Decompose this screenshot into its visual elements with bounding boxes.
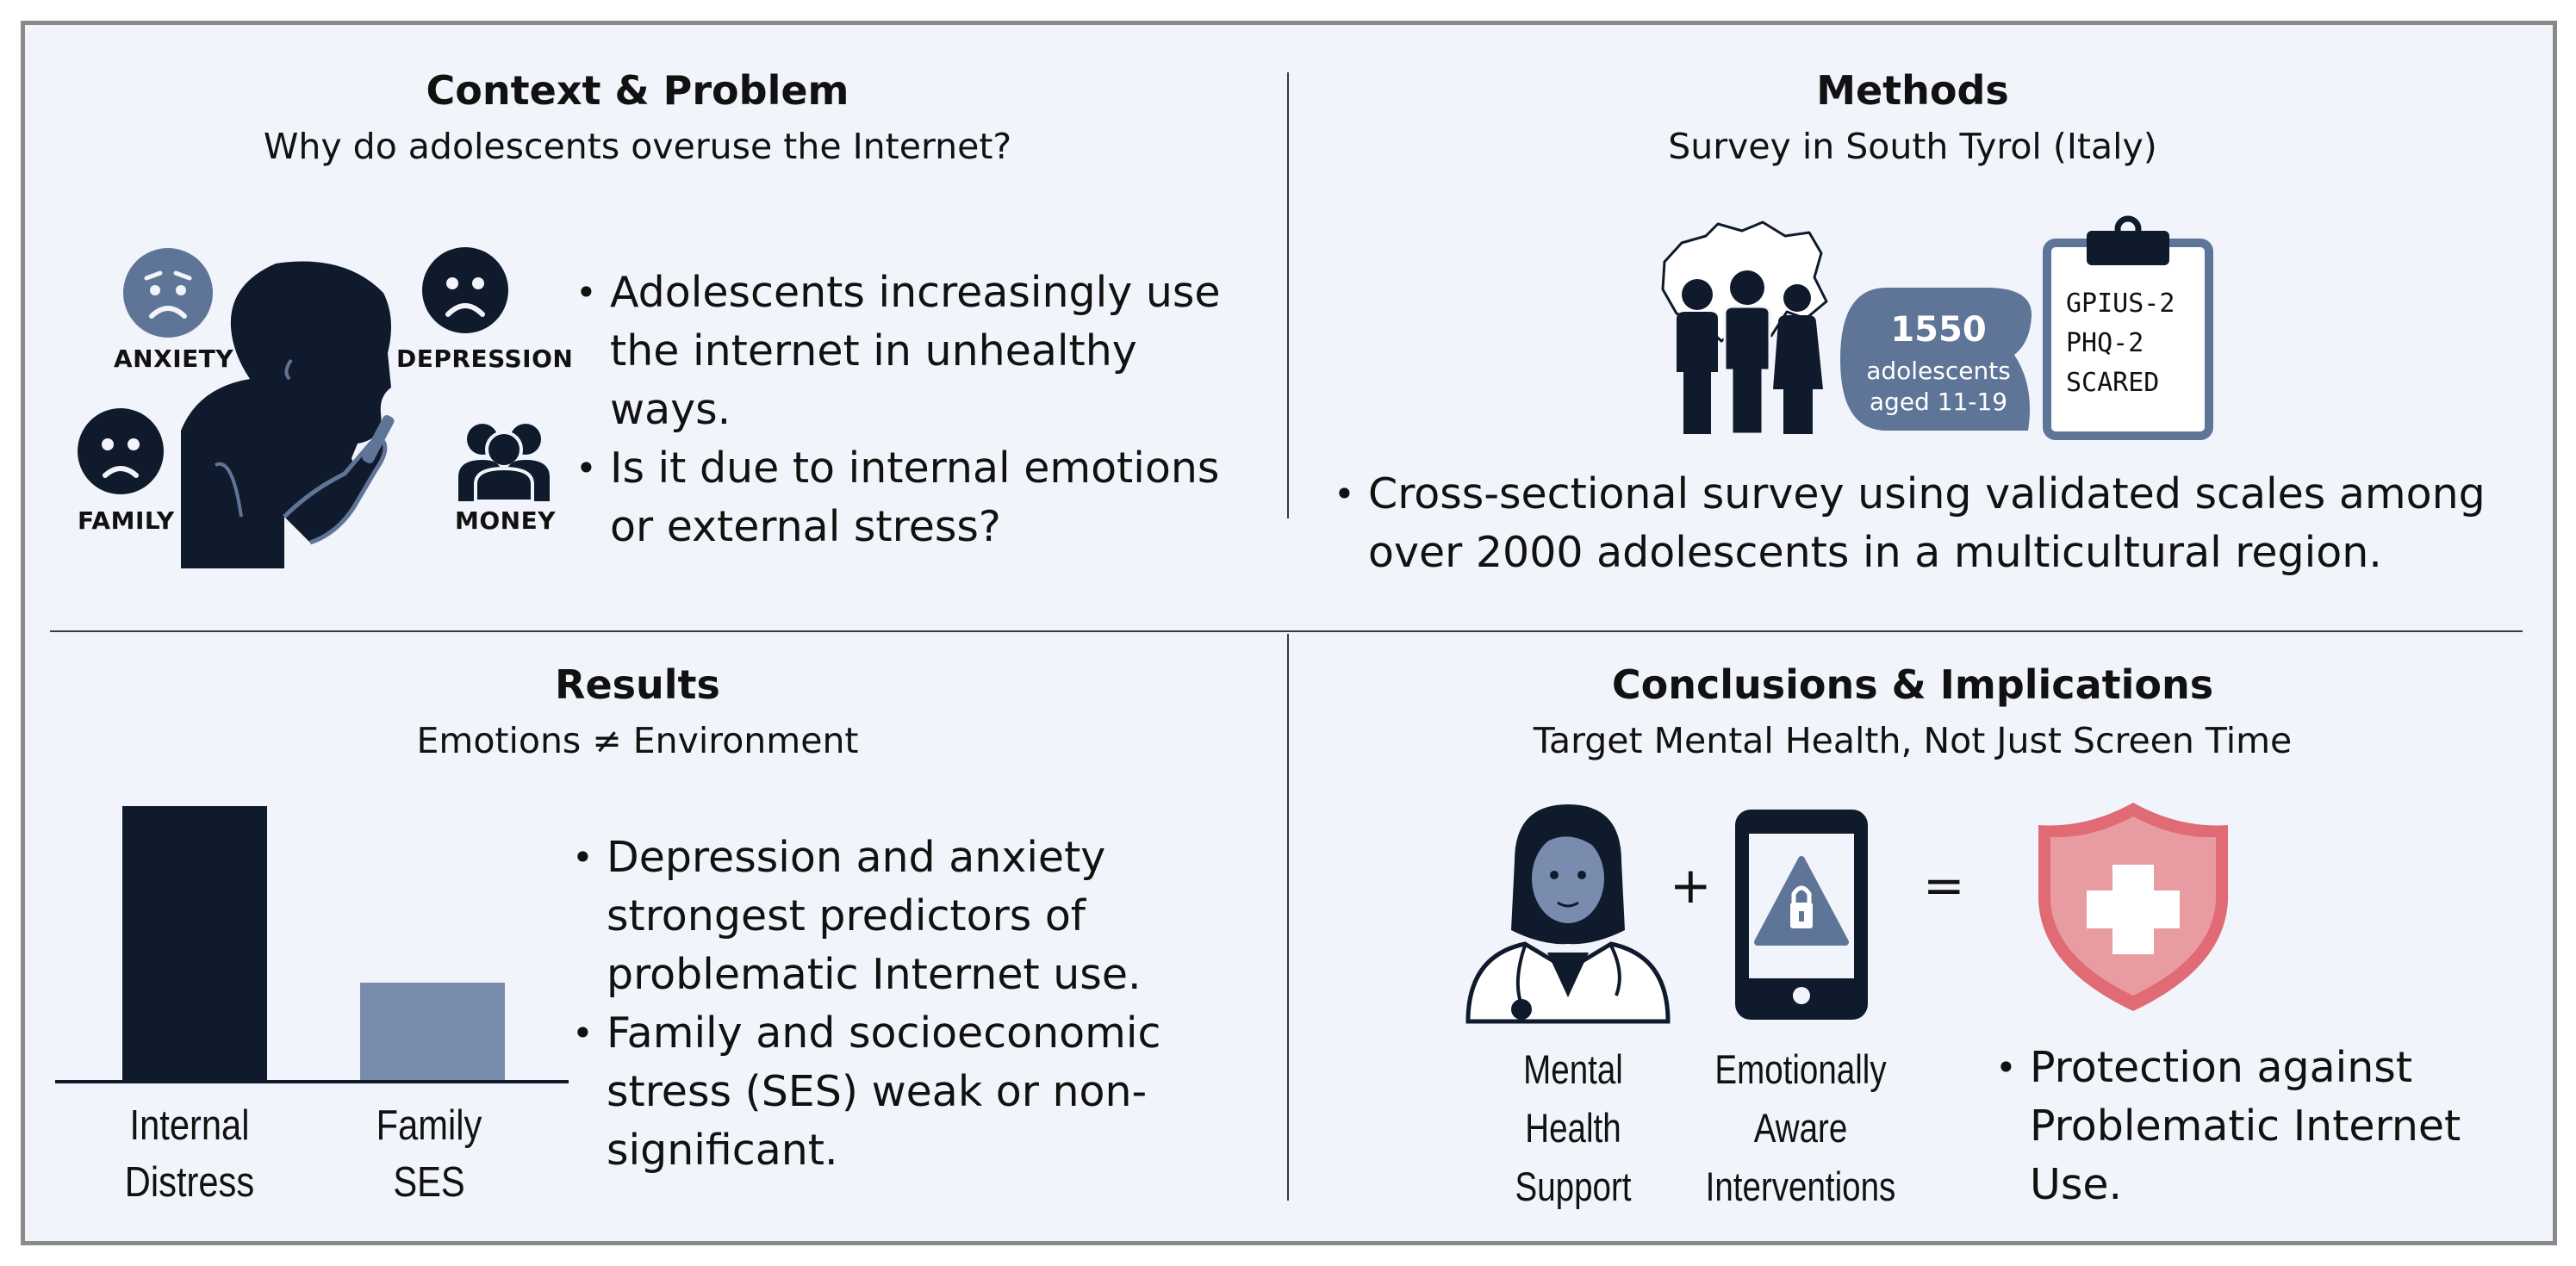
equals-symbol: =: [1923, 856, 1965, 915]
label-line: Aware: [1753, 1105, 1848, 1151]
label-emotionally-aware-interventions: [1695, 1040, 1907, 1216]
doctor-icon: [1465, 801, 1671, 1021]
bar-family-ses: [360, 983, 505, 1082]
tick-label: SES: [393, 1159, 465, 1206]
category-label-internal-distress: [116, 1097, 263, 1211]
label-mental-health-support: [1496, 1040, 1651, 1216]
clipboard-icon: [2042, 215, 2214, 441]
results-title: Results: [555, 661, 720, 708]
bullet-text: • Is it due to internal emotions or external stress?: [576, 439, 1230, 556]
conclusions-bullets: [1995, 1039, 2478, 1214]
shield-icon: [2033, 799, 2233, 1015]
conclusions-title: Conclusions & Implications: [1611, 661, 2214, 708]
divider-horizontal: [50, 630, 2523, 632]
conclusions-subtitle: Target Mental Health, Not Just Screen Time: [1533, 720, 2293, 761]
badge-line2: aged 11-19: [1869, 388, 2008, 416]
scale-scared: SCARED: [2066, 368, 2160, 398]
category-label-family-ses: [356, 1097, 502, 1211]
context-bullets: [576, 264, 1230, 556]
depression-label: DEPRESSION: [396, 344, 574, 373]
context-title: Context & Problem: [426, 67, 849, 114]
label-line: Mental: [1523, 1046, 1623, 1092]
results-bullets: [572, 828, 1227, 1180]
teen-phone-icon: [181, 258, 422, 568]
bullet-text: • Depression and anxiety strongest predictors of problematic Internet use.: [572, 828, 1227, 1004]
scale-gpius: GPIUS-2: [2066, 289, 2175, 319]
scale-phq: PHQ-2: [2066, 328, 2144, 358]
plus-symbol: +: [1670, 856, 1712, 915]
label-line: Support: [1515, 1164, 1632, 1209]
depression-icon: [420, 245, 510, 335]
methods-title: Methods: [1816, 67, 2009, 114]
methods-bullets: [1334, 465, 2488, 582]
money-label: MONEY: [455, 506, 557, 535]
label-line: Emotionally: [1714, 1046, 1887, 1092]
badge-count: 1550: [1890, 310, 1987, 350]
chart-baseline: [55, 1080, 569, 1083]
bar-internal-distress: [122, 806, 267, 1082]
sample-badge: [1835, 282, 2035, 436]
tick-label: Internal: [129, 1102, 250, 1149]
bullet-text: • Adolescents increasingly use the internet in unhealthy ways.: [576, 264, 1230, 439]
divider-vertical-top: [1287, 72, 1289, 518]
label-line: Interventions: [1705, 1164, 1896, 1209]
context-subtitle: Why do adolescents overuse the Internet?: [263, 126, 1012, 167]
bullet-text: • Protection against Problematic Internet Use.: [1995, 1039, 2478, 1214]
people-icon: [1671, 269, 1828, 434]
methods-subtitle: Survey in South Tyrol (Italy): [1668, 126, 2157, 167]
family-label: FAMILY: [78, 506, 175, 535]
badge-line1: adolescents: [1866, 357, 2011, 385]
bullet-text: • Cross-sectional survey using validated scales among over 2000 adolescents in a multicultural region.: [1334, 465, 2488, 582]
anxiety-label: ANXIETY: [114, 344, 234, 373]
money-icon: [457, 415, 551, 501]
divider-vertical-bottom: [1287, 634, 1289, 1201]
tick-label: Family: [376, 1102, 482, 1149]
results-subtitle: Emotions ≠ Environment: [416, 720, 859, 761]
label-line: Health: [1525, 1105, 1621, 1151]
family-icon: [76, 406, 165, 496]
bullet-text: • Family and socioeconomic stress (SES) weak or non-significant.: [572, 1004, 1227, 1180]
phone-alert-icon: [1730, 804, 1873, 1025]
tick-label: Distress: [124, 1159, 255, 1206]
